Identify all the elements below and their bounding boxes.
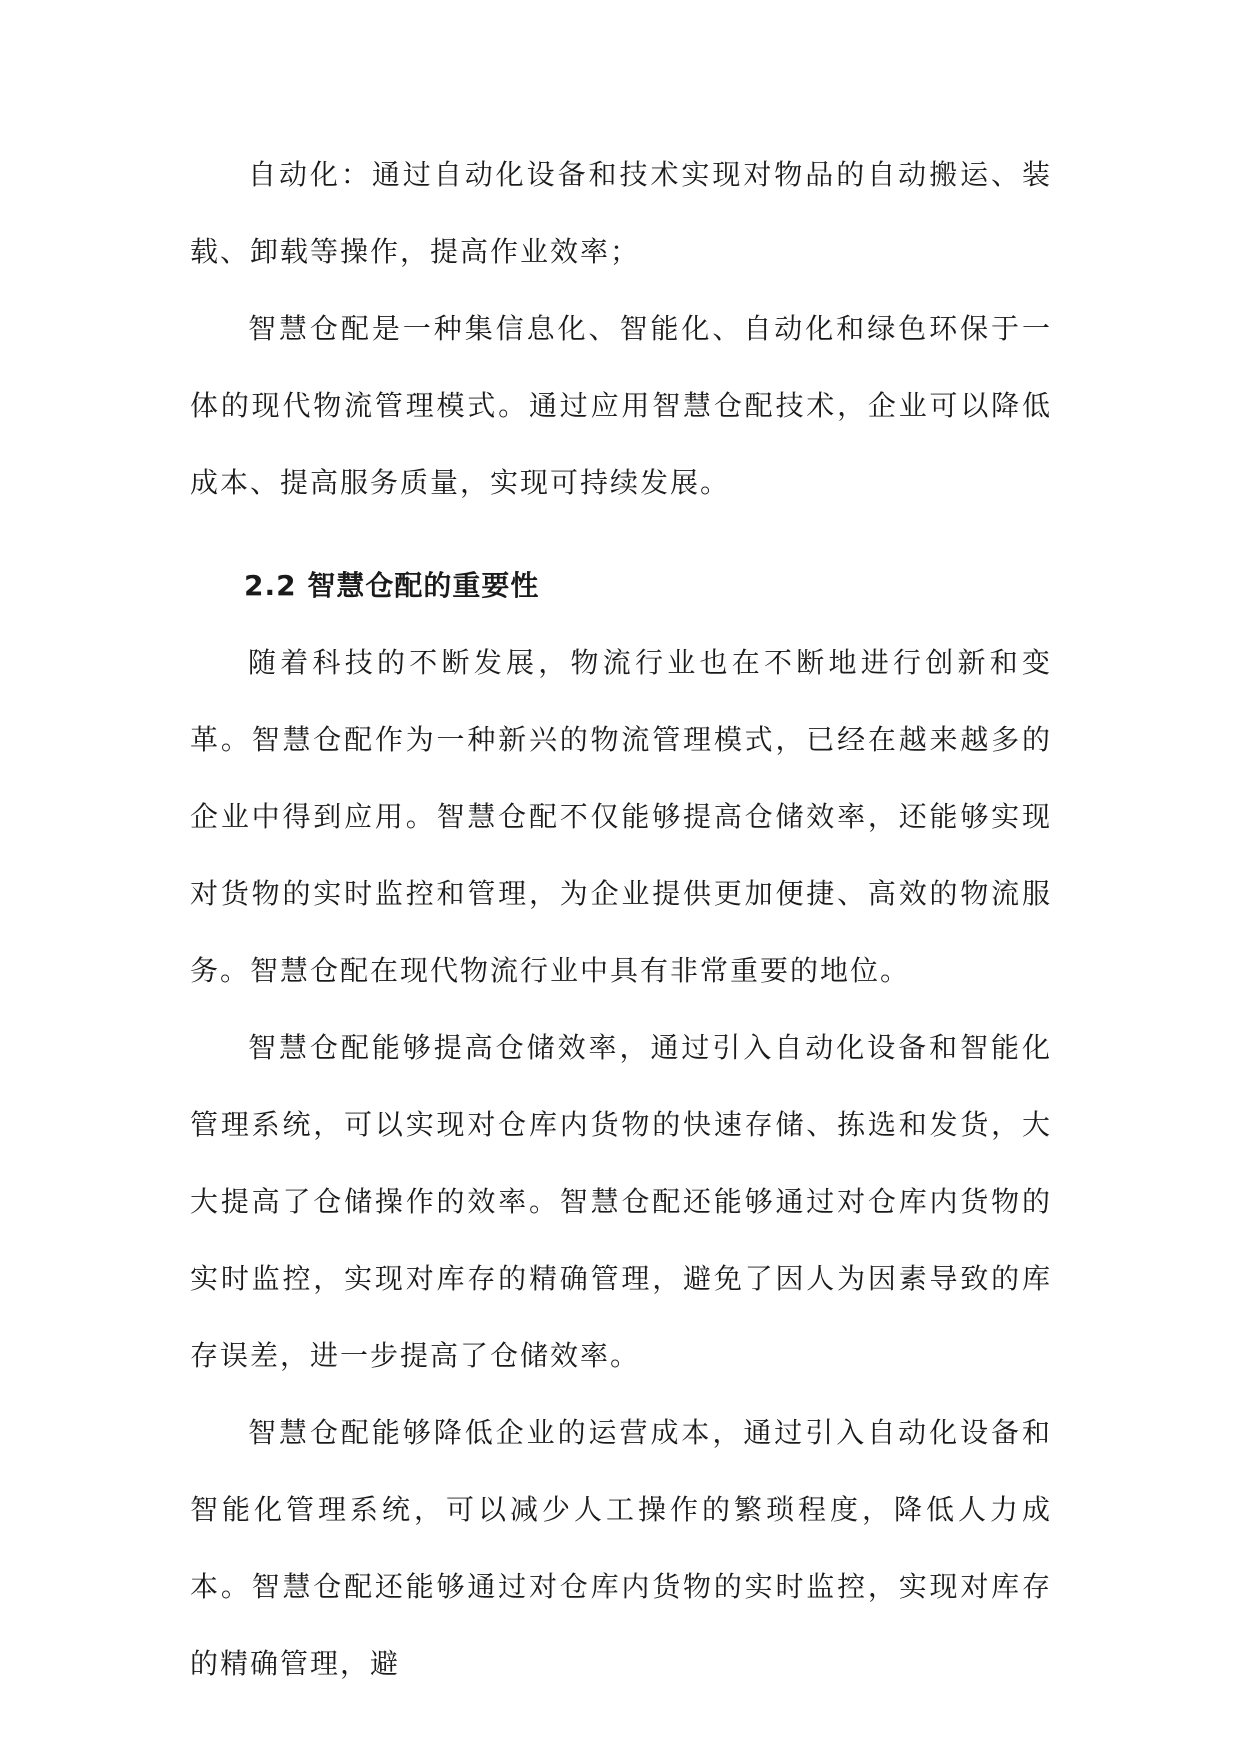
paragraph-importance-intro: 随着科技的不断发展，物流行业也在不断地进行创新和变革。智慧仓配作为一种新兴的物流管理模式，已经在越来越多的企业中得到应用。智慧仓配不仅能够提高仓储效率，还能够实现对货物的实时监控和管理，为企业提供更加便捷、高效的物流服务。智慧仓配在现代物流行业中具有非常重要的地位。 [190, 646, 1052, 987]
section-heading: 2.2 智慧仓配的重要性 [244, 569, 540, 602]
paragraph-smart-warehousing-definition: 智慧仓配是一种集信息化、智能化、自动化和绿色环保于一体的现代物流管理模式。通过应用智慧仓配技术，企业可以降低成本、提高服务质量，实现可持续发展。 [190, 312, 1052, 499]
document-body [190, 136, 1052, 1702]
paragraph-efficiency: 智慧仓配能够提高仓储效率，通过引入自动化设备和智能化管理系统，可以实现对仓库内货物的快速存储、拣选和发货，大大提高了仓储操作的效率。智慧仓配还能够通过对仓库内货物的实时监控，实现对库存的精确管理，避免了因人为因素导致的库存误差，进一步提高了仓储效率。 [190, 1031, 1052, 1372]
paragraph-cost-reduction: 智慧仓配能够降低企业的运营成本，通过引入自动化设备和智能化管理系统，可以减少人工操作的繁琐程度，降低人力成本。智慧仓配还能够通过对仓库内货物的实时监控，实现对库存的精确管理，避 [190, 1416, 1052, 1680]
paragraph-automation: 自动化：通过自动化设备和技术实现对物品的自动搬运、装载、卸载等操作，提高作业效率； [190, 158, 1052, 268]
